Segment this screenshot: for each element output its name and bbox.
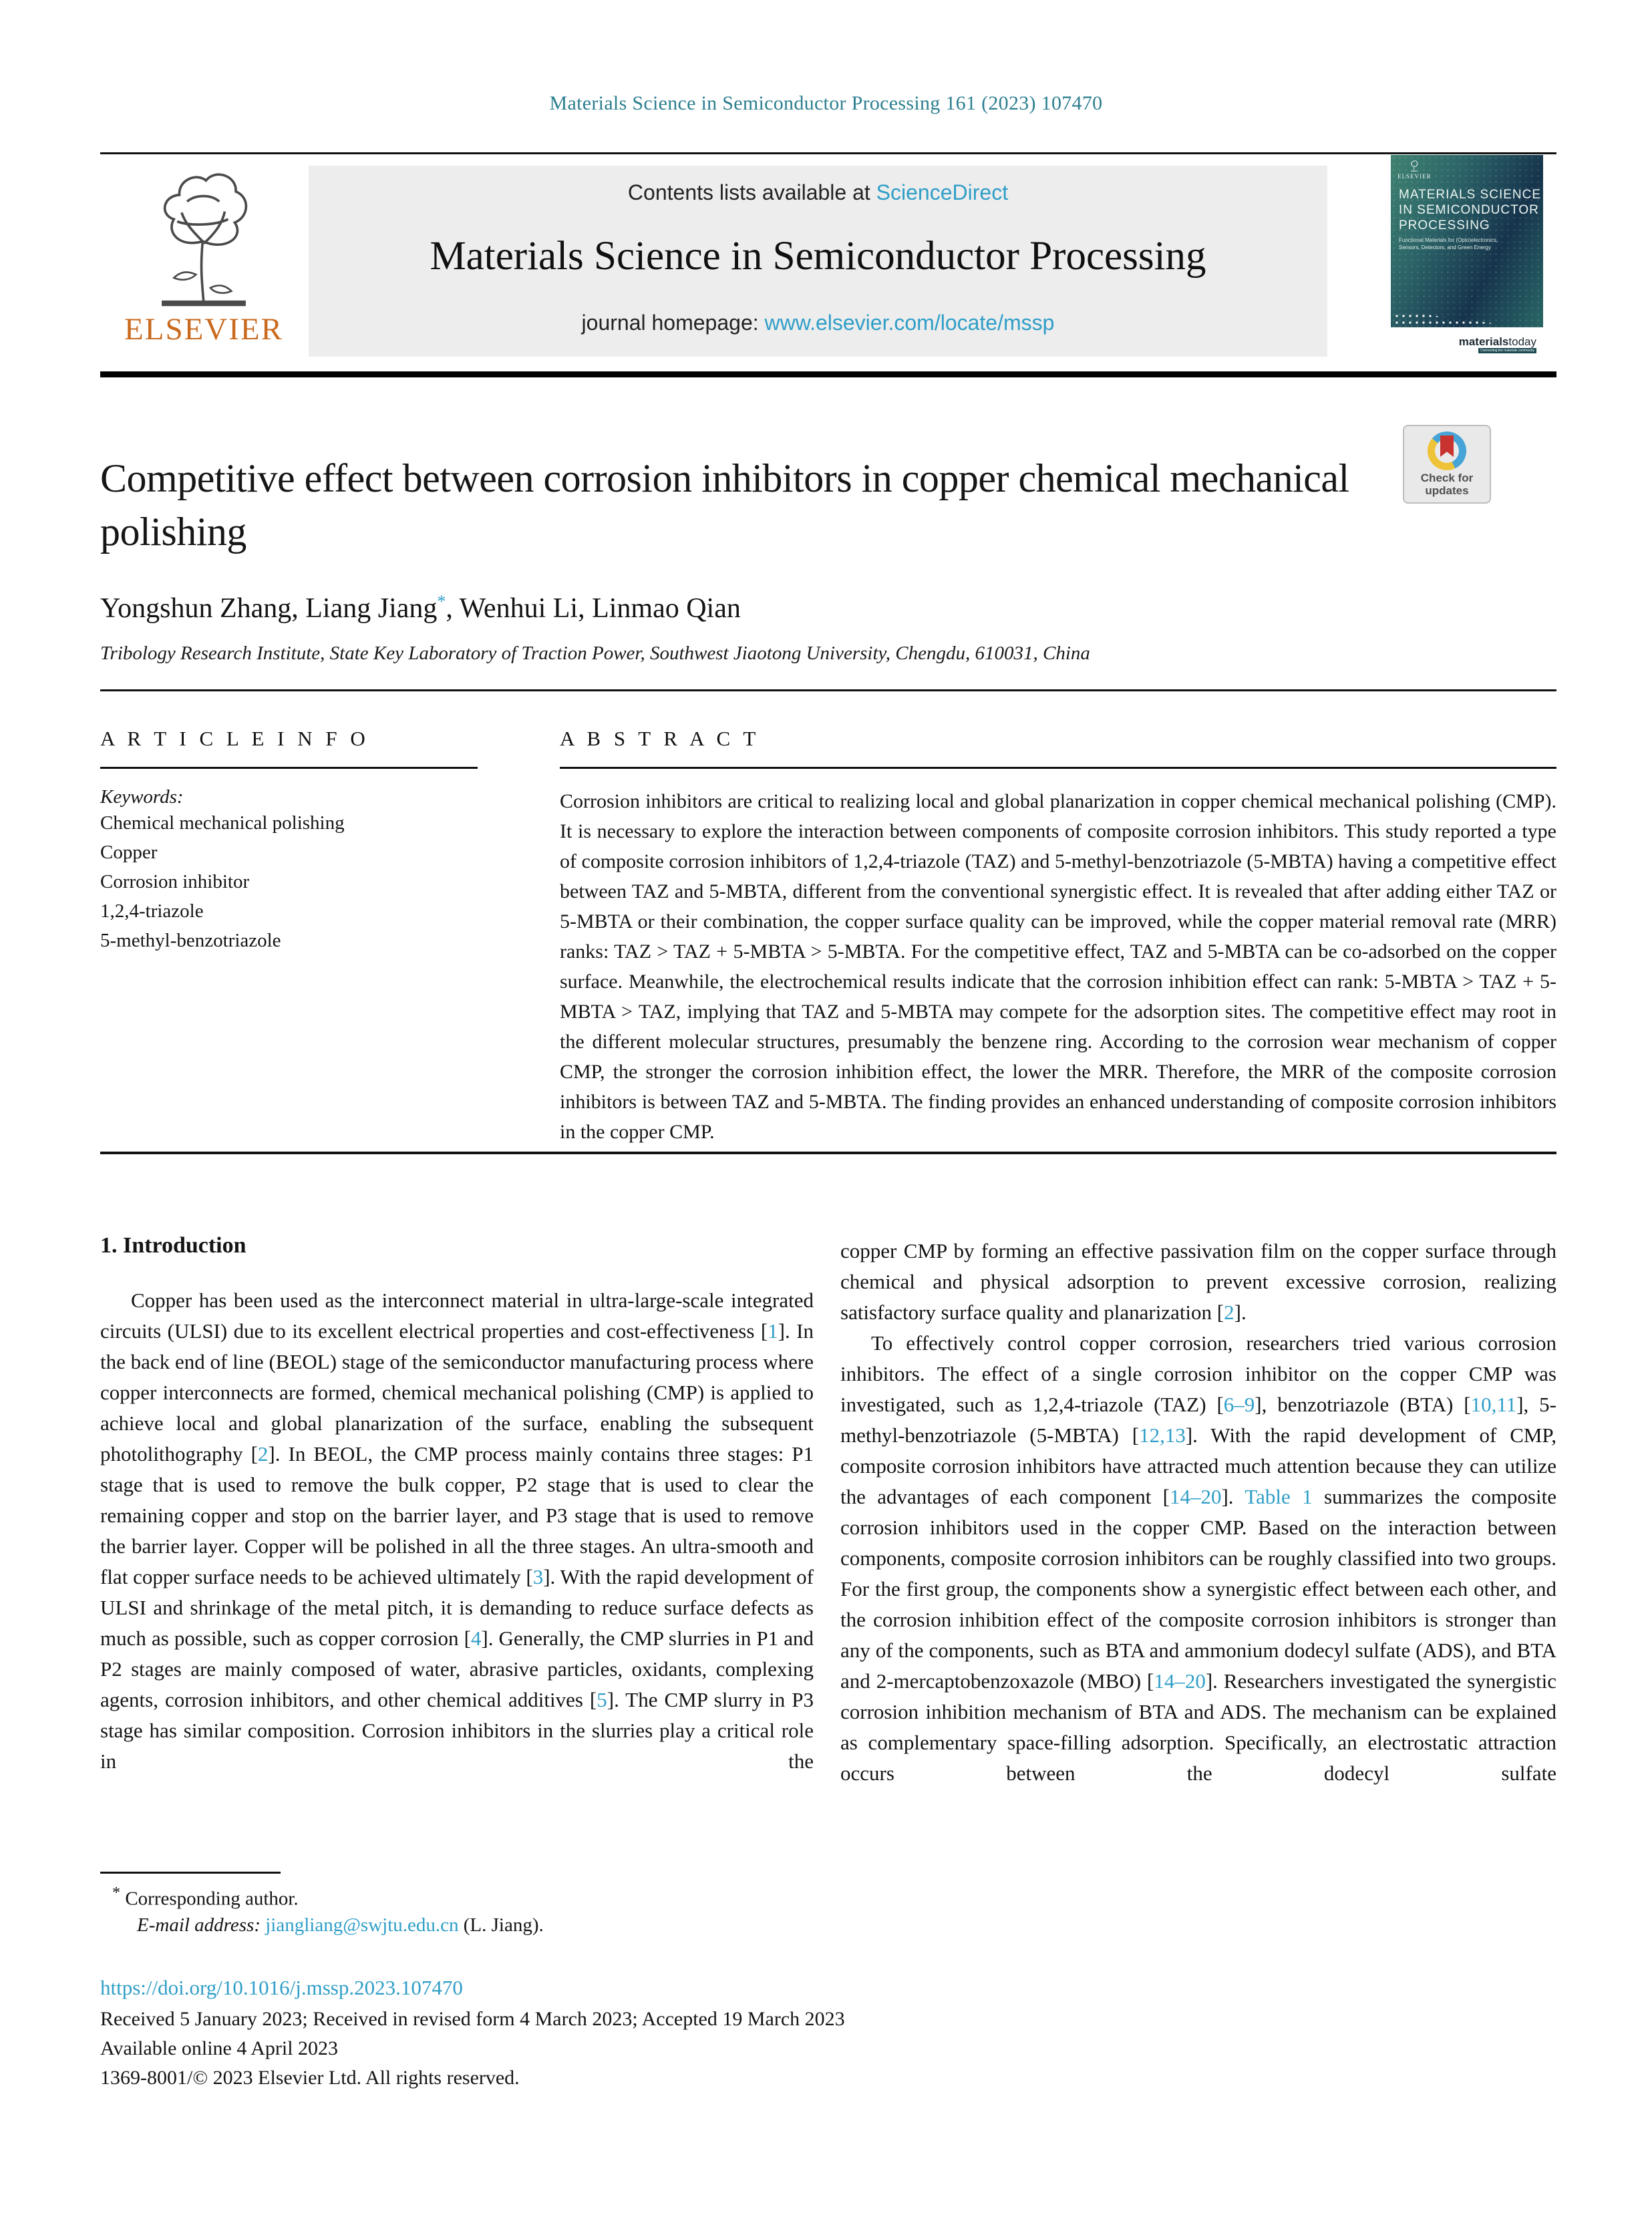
cover-elsevier-label: ELSEVIER: [1397, 173, 1432, 180]
inline-link[interactable]: 6–9: [1223, 1393, 1255, 1416]
footnote-rule: [100, 1872, 281, 1874]
doi-link[interactable]: https://doi.org/10.1016/j.mssp.2023.107470: [100, 1976, 463, 1999]
journal-cover-thumbnail[interactable]: [1391, 155, 1543, 354]
cover-halftone-dots: [1393, 299, 1494, 331]
cover-subtitle: Functional Materials for (Opto)electronics, Sensors, Detectors, and Green Energy: [1399, 237, 1498, 250]
check-for-updates-label: Check for updates: [1420, 472, 1474, 497]
cover-elsevier-tree-icon: [1409, 160, 1420, 172]
email-line: E-mail address: jiangliang@swjtu.edu.cn (L. Jiang).: [137, 1914, 544, 1936]
article-info-rule: [100, 767, 478, 769]
keywords-label: Keywords:: [100, 786, 184, 808]
abstract-end-rule: [100, 1152, 1556, 1154]
cover-title-line: PROCESSING: [1399, 218, 1490, 232]
cover-title: [1399, 187, 1541, 233]
header-bottom-rule: [100, 371, 1556, 377]
journal-title: Materials Science in Semiconductor Processing: [430, 234, 1206, 279]
inline-link[interactable]: 14–20: [1169, 1485, 1222, 1508]
keyword: 5-methyl-benzotriazole: [100, 930, 281, 951]
inline-link[interactable]: 1: [768, 1319, 778, 1343]
author-list: Yongshun Zhang, Liang Jiang*, Wenhui Li, Linmao Qian: [100, 592, 741, 624]
inline-link[interactable]: 4: [470, 1627, 482, 1650]
elsevier-wordmark: ELSEVIER: [124, 312, 283, 347]
homepage-line: [309, 311, 1327, 335]
abstract-section: [560, 727, 1556, 1147]
abstract-rule: [560, 767, 1556, 769]
materialstoday-tagline: Connecting the materials community: [1478, 348, 1536, 353]
author-divider-rule: [100, 689, 1556, 691]
copyright-line: 1369-8001/© 2023 Elsevier Ltd. All rights reserved.: [100, 2067, 520, 2089]
keyword: 1,2,4-triazole: [100, 900, 204, 922]
keyword: Copper: [100, 842, 158, 863]
header-top-rule: [100, 152, 1556, 154]
article-info-section: [100, 727, 478, 955]
contents-line: [309, 180, 1327, 205]
corresponding-author-note: * Corresponding author.: [112, 1884, 299, 1910]
inline-link[interactable]: 3: [532, 1565, 544, 1588]
journal-masthead: [309, 166, 1327, 357]
materialstoday-bold: materials: [1458, 335, 1509, 348]
sciencedirect-link[interactable]: ScienceDirect: [876, 180, 1009, 204]
homepage-label: journal homepage:: [581, 311, 765, 335]
cover-title-line: IN SEMICONDUCTOR: [1399, 203, 1539, 217]
received-dates: Received 5 January 2023; Received in revised form 4 March 2023; Accepted 19 March 2023: [100, 2008, 845, 2030]
available-online-date: Available online 4 April 2023: [100, 2037, 339, 2059]
intro-paragraph: Copper has been used as the interconnect material in ultra-large-scale integrated circuits (ULSI) due to its excellent electrical properties and cost-effectiveness [1]. In the back end of line (BEOL) stage of the semiconductor manufacturing process where copper interconnects are formed, chemical mechanical polishing (CMP) is applied to achieve local and global planarization of the surface, enabling the subsequent photolithography [2]. In BEOL, the CMP process mainly contains three stages: P1 stage that is used to remove the bulk copper, P2 stage that is used to clear the remaining copper and stop on the barrier layer, and P3 stage that is used to remove the barrier layer. Copper will be polished in all the three stages. An ultra-smooth and flat copper surface needs to be achieved ultimately [3]. With the rapid development of ULSI and shrinkage of the metal pitch, it is demanding to reduce surface defects as much as possible, such as copper corrosion [4]. Generally, the CMP slurries in P1 and P2 stages are mainly composed of water, abrasive particles, oxidants, complexing agents, corrosion inhibitors, and other chemical additives [5]. The CMP slurry in P3 stage has similar composition. Corrosion inhibitors in the slurries play a critical role in the: [100, 1289, 814, 1773]
check-for-updates-icon: [1428, 432, 1466, 470]
inline-link[interactable]: 5: [597, 1688, 607, 1711]
inline-link[interactable]: Table 1: [1245, 1485, 1313, 1508]
inline-link[interactable]: 10,11: [1470, 1393, 1517, 1416]
abstract-text: Corrosion inhibitors are critical to realizing local and global planarization in copper chemical mechanical polishing (CMP). It is necessary to explore the interaction between components of composite corrosion inhibitors. This study reported a type of composite corrosion inhibitors of 1,2,4-triazole (TAZ) and 5-methyl-benzotriazole (5-MBTA) having a competitive effect between TAZ and 5-MBTA, different from the conventional synergistic effect. It is revealed that after adding either TAZ or 5-MBTA or their combination, the copper surface quality can be improved, while the copper material removal rate (MRR) ranks: TAZ > TAZ + 5-MBTA > 5-MBTA. For the competitive effect, TAZ and 5-MBTA can be co-adsorbed on the copper surface. Meanwhile, the electrochemical results indicate that the corrosion inhibition effect can rank: 5-MBTA > TAZ + 5-MBTA > TAZ, implying that TAZ and 5-MBTA may compete for the adsorption sites. The competitive effect may root in the different molecular structures, presumably the benzene ring. According to the corrosion wear mechanism of copper CMP, the stronger the corrosion inhibition effect, the lower the MRR. Therefore, the MRR of the composite corrosion inhibitors is between TAZ and 5-MBTA. The finding provides an enhanced understanding of composite corrosion inhibitors in the copper CMP.: [560, 790, 1556, 1143]
inline-link[interactable]: 2: [1224, 1301, 1234, 1324]
body-column-right: [840, 1236, 1556, 1789]
elsevier-logo[interactable]: [100, 168, 307, 363]
keyword: Chemical mechanical polishing: [100, 812, 345, 834]
inline-link[interactable]: 14–20: [1154, 1669, 1206, 1693]
cover-title-line: MATERIALS SCIENCE: [1399, 188, 1542, 202]
body-column-left: [100, 1285, 814, 1777]
article-info-heading: A R T I C L E I N F O: [100, 727, 369, 750]
check-for-updates-badge[interactable]: [1403, 425, 1491, 504]
intro-paragraph: To effectively control copper corrosion, researchers tried various corrosion inhibitors. The effect of a single corrosion inhibitor on the copper CMP was investigated, such as 1,2,4-triazole (TAZ) [6–9], benzotriazole (BTA) [10,11], 5-methyl-benzotriazole (5-MBTA) [12,13]. With the rapid development of CMP, composite corrosion inhibitors have attracted much attention because they can utilize the advantages of each component [14–20]. Table 1 summarizes the composite corrosion inhibitors used in the copper CMP. Based on the interaction between components, composite corrosion inhibitors can be roughly classified into two groups. For the first group, the components show a synergistic effect between each other, and the corrosion inhibition effect of the composite corrosion inhibitors is stronger than any of the components, such as BTA and ammonium dodecyl sulfate (ADS), and BTA and 2-mercaptobenzoxazole (MBO) [14–20]. Researchers investigated the synergistic corrosion inhibition mechanism of BTA and ADS. The mechanism can be explained as complementary space-filling adsorption. Specifically, an electrostatic attraction occurs between the dodecyl sulfate: [840, 1331, 1557, 1785]
keyword: Corrosion inhibitor: [100, 871, 250, 892]
section-heading-introduction: 1. Introduction: [100, 1233, 246, 1258]
journal-citation: Materials Science in Semiconductor Processing 161 (2023) 107470: [549, 92, 1103, 114]
inline-link[interactable]: jiangliang@swjtu.edu.cn: [265, 1914, 459, 1936]
materialstoday-logo: [1459, 335, 1536, 349]
intro-paragraph-continuation: copper CMP by forming an effective passivation film on the copper surface through chemical and physical adsorption to prevent excessive corrosion, realizing satisfactory surface quality and planarization [2].: [840, 1239, 1556, 1324]
inline-link[interactable]: *: [437, 592, 446, 611]
bookmark-icon: [1440, 436, 1454, 457]
elsevier-tree-icon: [137, 168, 271, 310]
inline-link[interactable]: 12,13: [1139, 1423, 1186, 1447]
article-title: Competitive effect between corrosion inhibitors in copper chemical mechanical polishing: [100, 456, 1349, 554]
abstract-heading: A B S T R A C T: [560, 727, 760, 750]
homepage-link[interactable]: www.elsevier.com/locate/mssp: [764, 311, 1055, 335]
affiliation: Tribology Research Institute, State Key Laboratory of Traction Power, Southwest Jiaotong University, Chengdu, 610031, China: [100, 643, 1090, 664]
cover-elsevier-logo: [1397, 160, 1432, 180]
materialstoday-light: today: [1508, 335, 1536, 348]
contents-prefix: Contents lists available at: [627, 180, 876, 204]
inline-link[interactable]: 2: [257, 1442, 269, 1466]
